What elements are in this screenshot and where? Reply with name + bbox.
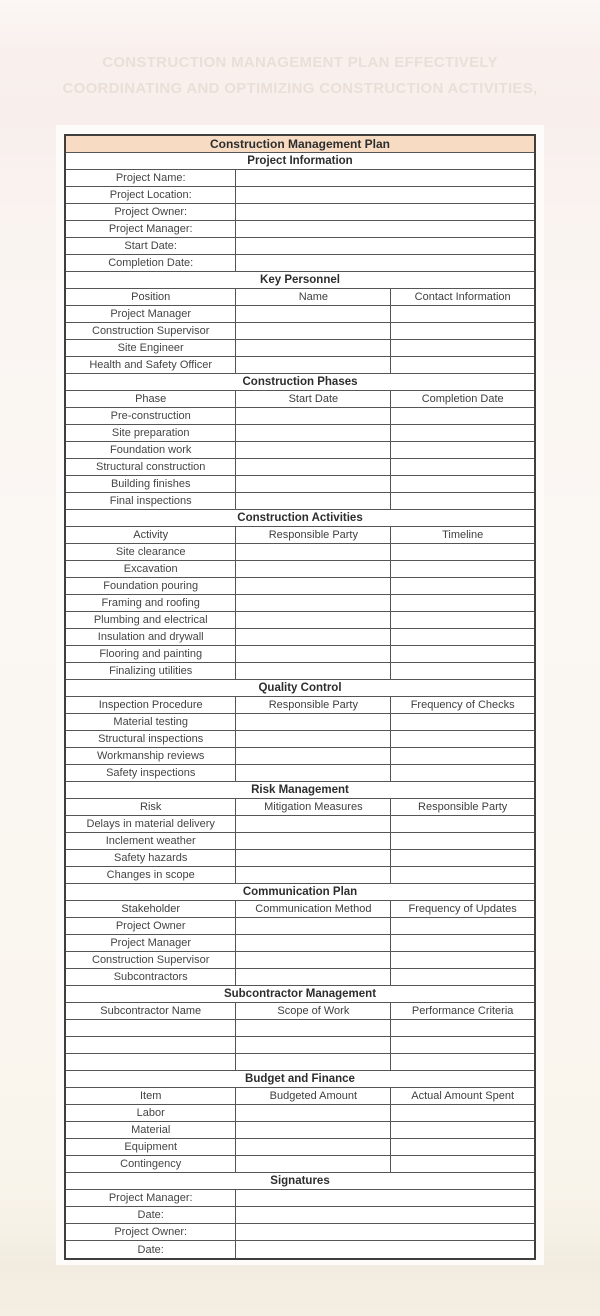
input-cell[interactable] (390, 850, 534, 866)
column-header: Frequency of Checks (390, 697, 534, 713)
row-label: Structural inspections (98, 733, 204, 745)
input-cell[interactable] (235, 1054, 390, 1070)
section-header-construction-phases: Construction Phases (66, 374, 534, 391)
input-cell[interactable] (235, 765, 390, 781)
input-cell[interactable] (235, 493, 390, 509)
table-row (66, 765, 534, 782)
column-header: Mitigation Measures (235, 799, 390, 815)
input-cell[interactable] (235, 969, 390, 985)
input-cell[interactable] (235, 816, 390, 832)
column-header: Start Date (235, 391, 390, 407)
input-cell[interactable] (235, 408, 390, 424)
row-label: Inclement weather (105, 835, 196, 847)
column-header: Position (131, 291, 171, 303)
subcontractor-management-column-header-row (66, 1003, 534, 1020)
input-cell[interactable] (390, 323, 534, 339)
table-row (66, 816, 534, 833)
column-header: Activity (133, 529, 169, 541)
row-label: Construction Supervisor (92, 325, 210, 337)
input-cell[interactable] (390, 578, 534, 594)
row-label: Delays in material delivery (86, 818, 215, 830)
table-row (66, 459, 534, 476)
input-cell[interactable] (235, 578, 390, 594)
column-header: Item (140, 1090, 162, 1102)
input-cell[interactable] (390, 952, 534, 968)
input-cell[interactable] (235, 595, 390, 611)
input-cell[interactable] (390, 459, 534, 475)
section-header-budget-and-finance: Budget and Finance (66, 1071, 534, 1088)
table-row (66, 544, 534, 561)
input-cell[interactable] (235, 952, 390, 968)
watermark (0, 50, 600, 102)
input-cell[interactable] (235, 221, 534, 237)
table-row (66, 918, 534, 935)
table-row (66, 850, 534, 867)
table-row (66, 612, 534, 629)
table-row (66, 731, 534, 748)
row-label: Date: (137, 1209, 164, 1221)
row-label: Material testing (113, 716, 188, 728)
row-label: Structural construction (95, 461, 206, 473)
table-row (66, 1105, 534, 1122)
row-label: Subcontractors (113, 971, 188, 983)
input-cell[interactable] (390, 612, 534, 628)
table-row (66, 238, 534, 255)
table-row (66, 1224, 534, 1241)
row-label: Project Manager: (108, 223, 193, 235)
row-label: Site Engineer (117, 342, 184, 354)
input-cell[interactable] (390, 544, 534, 560)
table-row (66, 952, 534, 969)
input-cell[interactable] (235, 340, 390, 356)
input-cell[interactable] (390, 1122, 534, 1138)
column-header: Responsible Party (390, 799, 534, 815)
table-row (66, 867, 534, 884)
section-header-signatures: Signatures (66, 1173, 534, 1190)
input-cell[interactable] (390, 663, 534, 679)
section-header-key-personnel: Key Personnel (66, 272, 534, 289)
section-header-communication-plan: Communication Plan (66, 884, 534, 901)
column-header: Timeline (390, 527, 534, 543)
input-cell[interactable] (235, 1139, 390, 1155)
input-cell[interactable] (66, 1020, 235, 1036)
input-cell[interactable] (390, 935, 534, 951)
table-row (66, 408, 534, 425)
input-cell[interactable] (235, 731, 390, 747)
table-row (66, 595, 534, 612)
input-cell[interactable] (235, 714, 390, 730)
input-cell[interactable] (390, 340, 534, 356)
row-label: Construction Supervisor (92, 954, 210, 966)
input-cell[interactable] (390, 595, 534, 611)
table-row (66, 578, 534, 595)
table-row (66, 425, 534, 442)
input-cell[interactable] (235, 1207, 534, 1223)
column-header: Completion Date (390, 391, 534, 407)
input-cell[interactable] (235, 561, 390, 577)
column-header: Stakeholder (121, 903, 181, 915)
table-row (66, 170, 534, 187)
input-cell[interactable] (235, 918, 390, 934)
table-row (66, 221, 534, 238)
row-label: Foundation work (110, 444, 192, 456)
construction-activities-column-header-row (66, 527, 534, 544)
table-row (66, 663, 534, 680)
input-cell[interactable] (390, 816, 534, 832)
row-label: Safety inspections (106, 767, 196, 779)
table-row (66, 629, 534, 646)
input-cell[interactable] (390, 1037, 534, 1053)
table-row (66, 1122, 534, 1139)
input-cell[interactable] (235, 170, 534, 186)
watermark-line2: COORDINATING AND OPTIMIZING CONSTRUCTION ACTIVITIES, (62, 80, 538, 97)
input-cell[interactable] (390, 629, 534, 645)
column-header: Subcontractor Name (100, 1005, 202, 1017)
input-cell[interactable] (235, 1105, 390, 1121)
section-header-quality-control: Quality Control (66, 680, 534, 697)
input-cell[interactable] (235, 833, 390, 849)
row-label: Project Owner (115, 920, 186, 932)
construction-phases-column-header-row (66, 391, 534, 408)
input-cell[interactable] (235, 612, 390, 628)
row-label: Completion Date: (108, 257, 194, 269)
risk-management-column-header-row (66, 799, 534, 816)
table-row (66, 1241, 534, 1258)
row-label: Project Owner: (114, 1226, 188, 1238)
table-row (66, 1037, 534, 1054)
row-label: Site clearance (115, 546, 186, 558)
row-label: Material (131, 1124, 171, 1136)
column-header: Communication Method (235, 901, 390, 917)
column-header: Responsible Party (235, 527, 390, 543)
column-header: Phase (135, 393, 167, 405)
input-cell[interactable] (390, 425, 534, 441)
row-label: Flooring and painting (99, 648, 203, 660)
input-cell[interactable] (235, 1224, 534, 1240)
row-label: Insulation and drywall (97, 631, 204, 643)
row-label: Pre-construction (110, 410, 191, 422)
input-cell[interactable] (235, 867, 390, 883)
row-label: Project Manager (110, 308, 192, 320)
row-label: Contingency (120, 1158, 182, 1170)
input-cell[interactable] (235, 663, 390, 679)
table-row (66, 1020, 534, 1037)
table-row (66, 833, 534, 850)
table-row (66, 1190, 534, 1207)
input-cell[interactable] (390, 833, 534, 849)
input-cell[interactable] (235, 544, 390, 560)
budget-and-finance-column-header-row (66, 1088, 534, 1105)
table-row (66, 969, 534, 986)
row-label: Labor (136, 1107, 165, 1119)
section-header-risk-management: Risk Management (66, 782, 534, 799)
input-cell[interactable] (235, 459, 390, 475)
input-cell[interactable] (390, 867, 534, 883)
input-cell[interactable] (390, 1105, 534, 1121)
table-row (66, 493, 534, 510)
input-cell[interactable] (390, 408, 534, 424)
input-cell[interactable] (390, 918, 534, 934)
input-cell[interactable] (235, 238, 534, 254)
input-cell[interactable] (390, 969, 534, 985)
input-cell[interactable] (390, 765, 534, 781)
row-label: Final inspections (109, 495, 192, 507)
column-header: Budgeted Amount (235, 1088, 390, 1104)
column-header: Responsible Party (235, 697, 390, 713)
row-label: Project Location: (109, 189, 192, 201)
table-row (66, 340, 534, 357)
input-cell[interactable] (390, 748, 534, 764)
row-label: Excavation (123, 563, 178, 575)
row-label: Project Owner: (114, 206, 188, 218)
row-label: Workmanship reviews (97, 750, 205, 762)
row-label: Framing and roofing (101, 597, 200, 609)
input-cell[interactable] (390, 561, 534, 577)
input-cell[interactable] (235, 1241, 534, 1258)
table-row (66, 1156, 534, 1173)
input-cell[interactable] (390, 1054, 534, 1070)
row-label: Safety hazards (114, 852, 188, 864)
input-cell[interactable] (235, 1190, 534, 1206)
table-row (66, 357, 534, 374)
column-header: Scope of Work (235, 1003, 390, 1019)
table-row (66, 561, 534, 578)
input-cell[interactable] (390, 714, 534, 730)
row-label: Plumbing and electrical (93, 614, 208, 626)
table-row (66, 255, 534, 272)
input-cell[interactable] (390, 1156, 534, 1172)
table-row (66, 306, 534, 323)
column-header: Risk (140, 801, 162, 813)
table-row (66, 1054, 534, 1071)
table-row (66, 476, 534, 493)
table-row (66, 1207, 534, 1224)
column-header: Actual Amount Spent (390, 1088, 534, 1104)
row-label: Site preparation (111, 427, 190, 439)
row-label: Changes in scope (106, 869, 195, 881)
table-row (66, 442, 534, 459)
input-cell[interactable] (390, 306, 534, 322)
input-cell[interactable] (235, 204, 534, 220)
input-cell[interactable] (390, 1020, 534, 1036)
table-row (66, 714, 534, 731)
table-row (66, 323, 534, 340)
table-row (66, 646, 534, 663)
input-cell[interactable] (235, 323, 390, 339)
table-row (66, 187, 534, 204)
communication-plan-column-header-row (66, 901, 534, 918)
input-cell[interactable] (235, 1122, 390, 1138)
input-cell[interactable] (390, 646, 534, 662)
column-header: Performance Criteria (390, 1003, 534, 1019)
watermark-line1: CONSTRUCTION MANAGEMENT PLAN EFFECTIVELY (102, 54, 498, 71)
input-cell[interactable] (235, 646, 390, 662)
input-cell[interactable] (235, 442, 390, 458)
input-cell[interactable] (235, 748, 390, 764)
row-label: Project Manager (110, 937, 192, 949)
input-cell[interactable] (390, 493, 534, 509)
input-cell[interactable] (235, 187, 534, 203)
table-row (66, 935, 534, 952)
key-personnel-column-header-row (66, 289, 534, 306)
table-row (66, 1139, 534, 1156)
input-cell[interactable] (235, 629, 390, 645)
row-label: Health and Safety Officer (89, 359, 213, 371)
input-cell[interactable] (66, 1037, 235, 1053)
table-title-row: Construction Management Plan (66, 136, 534, 153)
input-cell[interactable] (235, 935, 390, 951)
input-cell[interactable] (235, 425, 390, 441)
row-label: Start Date: (124, 240, 177, 252)
input-cell[interactable] (235, 1037, 390, 1053)
input-cell[interactable] (235, 357, 390, 373)
construction-plan-table (64, 134, 536, 1260)
input-cell[interactable] (390, 357, 534, 373)
input-cell[interactable] (235, 1156, 390, 1172)
quality-control-column-header-row (66, 697, 534, 714)
row-label: Equipment (124, 1141, 177, 1153)
input-cell[interactable] (66, 1054, 235, 1070)
column-header: Frequency of Updates (390, 901, 534, 917)
input-cell[interactable] (390, 442, 534, 458)
section-header-project-information: Project Information (66, 153, 534, 170)
row-label: Project Name: (115, 172, 186, 184)
section-header-subcontractor-management: Subcontractor Management (66, 986, 534, 1003)
input-cell[interactable] (235, 255, 534, 271)
column-header: Contact Information (390, 289, 534, 305)
input-cell[interactable] (235, 306, 390, 322)
input-cell[interactable] (235, 850, 390, 866)
row-label: Project Manager: (108, 1192, 193, 1204)
row-label: Date: (137, 1243, 164, 1256)
column-header: Inspection Procedure (98, 699, 203, 711)
section-header-construction-activities: Construction Activities (66, 510, 534, 527)
input-cell[interactable] (390, 731, 534, 747)
table-row (66, 748, 534, 765)
input-cell[interactable] (390, 1139, 534, 1155)
input-cell[interactable] (235, 476, 390, 492)
input-cell[interactable] (390, 476, 534, 492)
input-cell[interactable] (235, 1020, 390, 1036)
row-label: Foundation pouring (103, 580, 199, 592)
row-label: Finalizing utilities (109, 665, 193, 677)
table-row (66, 204, 534, 221)
row-label: Building finishes (110, 478, 191, 490)
column-header: Name (235, 289, 390, 305)
